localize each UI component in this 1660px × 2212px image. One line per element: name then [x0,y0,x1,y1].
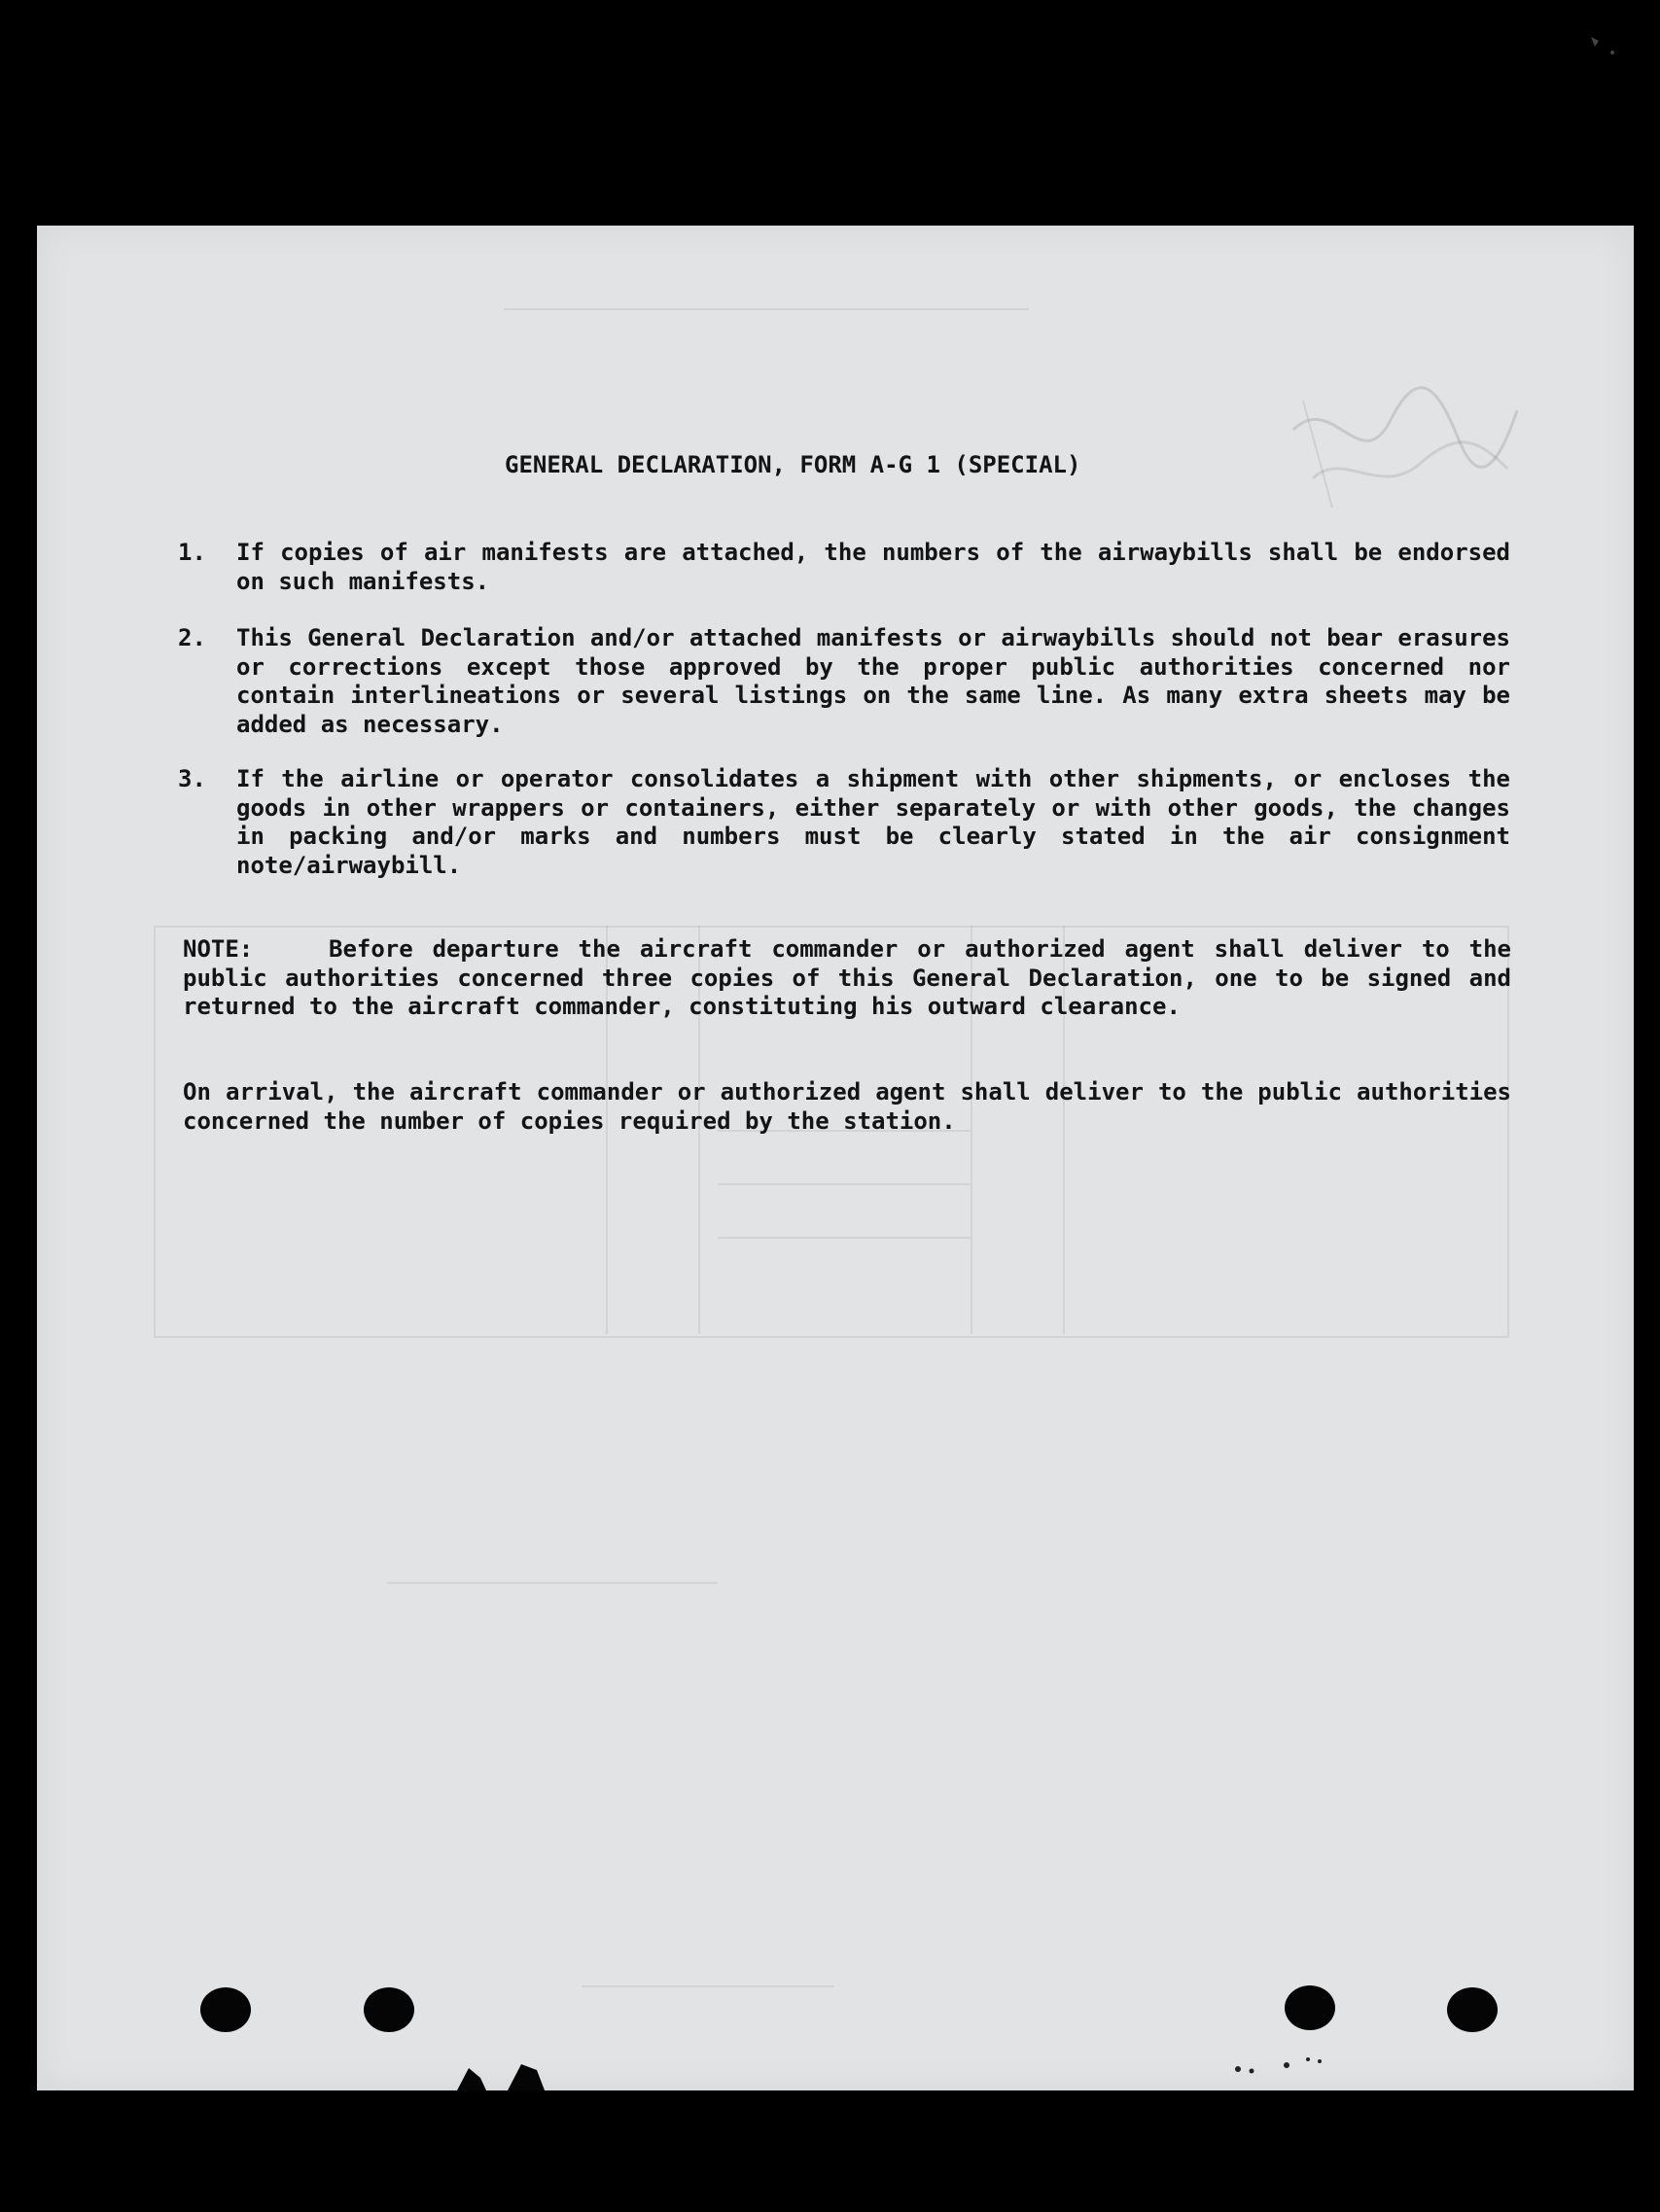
speck-marks [1230,2052,1337,2081]
document-page [37,226,1634,2090]
bleed-through-line [718,1237,971,1239]
punch-hole [200,1987,251,2032]
bleed-through-line [718,1183,971,1185]
note-paragraph [183,935,1511,1022]
punch-hole [1285,1985,1335,2030]
item-text: If copies of air manifests are attached, the numbers of the airwaybills shall be endorsed on such manifests. [236,539,1510,595]
bleed-through-line [504,308,1029,310]
item-text: If the airline or operator consolidates a shipment with other shipments, or encloses the goods in other wrappers or containers, either separately or with other goods, the changes in packing and/or marks and numbers must be clearly stated in the air consignment note/airwaybill. [236,765,1510,879]
item-number: 3. [178,765,206,792]
document-title: GENERAL DECLARATION, FORM A-G 1 (SPECIAL) [505,451,1081,478]
punch-hole [1447,1987,1498,2032]
arrival-paragraph: On arrival, the aircraft commander or authorized agent shall deliver to the public authorities concerned the number of copies required by the station. [183,1078,1511,1135]
note-label: NOTE: [183,935,254,963]
corner-mark [1583,29,1622,68]
bleed-through-line [387,1582,718,1584]
item-text: This General Declaration and/or attached manifests or airwaybills should not bear erasures or corrections except those approved by the proper public authorities concerned nor contain interlineations or several listings on the same line. As many extra sheets may be added as necessary. [236,624,1510,738]
signature-bleed-through [1274,371,1527,517]
punch-hole [364,1987,414,2032]
note-text: Before departure the aircraft commander or authorized agent shall deliver to the public authorities concerned three copies of this General Declaration, one to be signed and returned to the aircraft commander, constituting his outward clearance. [183,935,1511,1020]
item-number: 1. [178,539,206,566]
torn-edge-marks [447,2056,583,2095]
bleed-through-line [582,1985,834,1987]
item-number: 2. [178,624,206,651]
